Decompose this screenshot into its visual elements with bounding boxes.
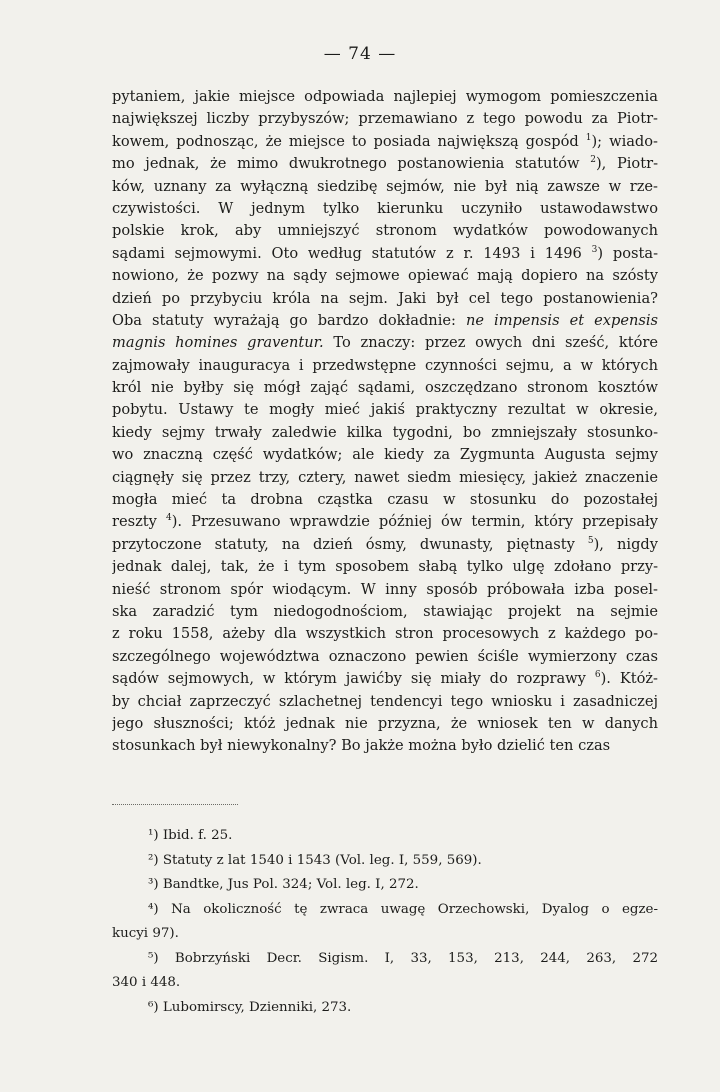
text-segment: ). Przesuwano wprawdzie później ów termin, który przepisały (171, 513, 658, 531)
text-segment: ska zaradzić tym niedogodnościom, stawiając projekt na sejmie (112, 602, 658, 620)
footnote-text: Lubomirscy, Dzienniki, 273. (162, 999, 352, 1015)
text-line (112, 243, 658, 265)
text-line (112, 511, 658, 533)
text-line (112, 668, 658, 690)
footnote-text: Na okoliczność tę zwraca uwagę Orzechowski, Dyalog o egze- (171, 901, 658, 917)
text-segment: sądów sejmowych, w którym jawićby się miały do rozprawy (112, 670, 586, 688)
text-line (112, 556, 658, 578)
text-segment: Oba statuty wyrażają go bardzo dokładnie: (112, 311, 456, 329)
footnote-mark: ³) (148, 877, 159, 892)
footnotes (112, 824, 658, 1020)
text-segment: wo znaczną część wydatków; ale kiedy za Zygmunta Augusta sejmy (112, 446, 658, 464)
footnote (148, 849, 658, 874)
text-segment: pytaniem, jakie miejsce odpowiada najlepiej wymogom pomieszczenia (112, 88, 658, 105)
text-line (112, 220, 658, 242)
text-line (112, 489, 658, 511)
text-segment: szczególnego województwa oznaczono pewien ściśle wymierzony czas (112, 647, 658, 665)
footnote-continuation: 340 i 448. (112, 975, 181, 990)
text-segment: ków, uznany za wyłączną siedzibę sejmów, nie był nią zawsze w rze- (112, 177, 658, 195)
footnote-ref: 3 (591, 244, 598, 255)
text-segment: sądami sejmowymi. Oto według statutów z r. 1493 i 1496 (112, 244, 582, 262)
text-segment: przytoczone statuty, na dzień ósmy, dwunasty, piętnasty (112, 535, 575, 553)
text-segment: z roku 1558, ażeby dla wszystkich stron procesowych z każdego po- (112, 625, 658, 643)
page-number: — 74 — (323, 44, 397, 64)
footnote (148, 898, 658, 923)
text-segment: jego słuszności; któż jednak nie przyzna, że wniosek ten w danych (112, 714, 658, 732)
text-line (112, 176, 658, 198)
footnote-mark: ⁴) (148, 901, 159, 917)
footnote (148, 996, 658, 1021)
text-line (112, 288, 658, 310)
text-segment: jednak dalej, tak, że i tym sposobem słabą tylko ulgę zdołano przy- (112, 558, 658, 576)
text-segment: ). Któż- (600, 670, 658, 688)
text-segment: czywistości. W jednym tylko kierunku uczyniło ustawodawstwo (112, 199, 658, 217)
latin-quote: magnis homines graventur. (112, 334, 324, 352)
text-segment: ), Piotr- (595, 155, 658, 173)
text-segment: kiedy sejmy trwały zaledwie kilka tygodni, bo zmniejszały stosunko- (112, 423, 658, 441)
footnote-ref: 6 (594, 670, 601, 681)
footnote-continuation: kucyi 97). (112, 926, 179, 941)
text-segment: polskie krok, aby umniejszyć stronom wydatków powodowanych (112, 222, 658, 240)
footnote-ref: 2 (590, 155, 596, 166)
text-segment: pobytu. Ustawy te mogły mieć jakiś praktyczny rezultat w okresie, (112, 401, 658, 419)
footnote-text: Bobrzyński Decr. Sigism. I, 33, 153, 213, 244, 263, 272 (174, 950, 658, 966)
text-line (112, 444, 658, 466)
text-line (112, 198, 658, 220)
text-line (112, 310, 658, 332)
text-segment: ), nigdy (593, 535, 658, 553)
text-line (112, 265, 658, 287)
footnote-mark: ²) (148, 852, 159, 868)
text-line (112, 601, 658, 623)
text-segment: mogła mieć ta drobna cząstka czasu w stosunku do pozostałej (112, 491, 658, 509)
text-segment: dzień po przybyciu króla na sejm. Jaki był cel tego postanowienia? (112, 289, 658, 307)
body-text (112, 86, 658, 758)
text-line (112, 131, 658, 153)
text-line (112, 534, 658, 556)
text-segment: kowem, podnosząc, że miejsce to posiada największą gospód (112, 132, 579, 150)
text-line (112, 646, 658, 668)
footnote-text: Statuty z lat 1540 i 1543 (Vol. leg. I, 559, 569). (162, 852, 482, 868)
footnote (148, 947, 658, 972)
text-segment: To znaczy: przez owych dni sześć, które (333, 334, 658, 352)
text-line (112, 691, 658, 713)
latin-quote: ne impensis et expensis (465, 311, 658, 329)
text-line (112, 422, 658, 444)
text-segment: największej liczby przybyszów; przemawiano z tego powodu za Piotr- (112, 110, 658, 128)
text-segment: ); wiado- (591, 132, 658, 150)
footnote-divider (112, 804, 238, 805)
text-line (112, 399, 658, 421)
text-segment: mo jednak, że mimo dwukrotnego postanowienia statutów (112, 155, 580, 173)
text-segment: ) posta- (597, 244, 658, 262)
text-line (112, 377, 658, 399)
text-line (112, 735, 658, 757)
text-line (112, 467, 658, 489)
footnote-ref: 5 (587, 535, 594, 546)
footnote-mark: ¹) (148, 828, 159, 843)
text-line (112, 153, 658, 175)
footnote (148, 873, 658, 898)
text-line (112, 86, 658, 108)
footnote-text: Ibid. f. 25. (162, 828, 233, 843)
text-line (112, 579, 658, 601)
footnote-text: Bandtke, Jus Pol. 324; Vol. leg. I, 272. (162, 877, 419, 892)
footnote-mark: ⁶) (148, 999, 159, 1015)
text-line (112, 623, 658, 645)
text-segment: nieść stronom spór wiodącym. W inny sposób próbowała izba posel- (112, 580, 658, 598)
text-segment: by chciał zaprzeczyć szlachetnej tendencyi tego wniosku i zasadniczej (112, 692, 658, 710)
text-line (112, 108, 658, 130)
text-segment: stosunkach był niewykonalny? Bo jakże można było dzielić ten czas (112, 737, 611, 755)
text-segment: zajmowały inauguracya i przedwstępne czynności sejmu, a w których (112, 356, 658, 374)
footnote-ref: 1 (585, 132, 592, 143)
text-line (112, 332, 658, 354)
text-segment: reszty (112, 513, 157, 531)
footnote-ref: 4 (165, 513, 172, 524)
text-segment: nowiono, że pozwy na sądy sejmowe opiewać mają dopiero na szósty (112, 267, 658, 285)
footnote (148, 824, 658, 849)
text-segment: ciągnęły się przez trzy, cztery, nawet siedm miesięcy, jakież znaczenie (112, 468, 658, 486)
text-line (112, 713, 658, 735)
footnote-mark: ⁵) (148, 950, 159, 966)
text-line (112, 355, 658, 377)
text-segment: król nie byłby się mógł zająć sądami, oszczędzano stronom kosztów (112, 379, 658, 397)
